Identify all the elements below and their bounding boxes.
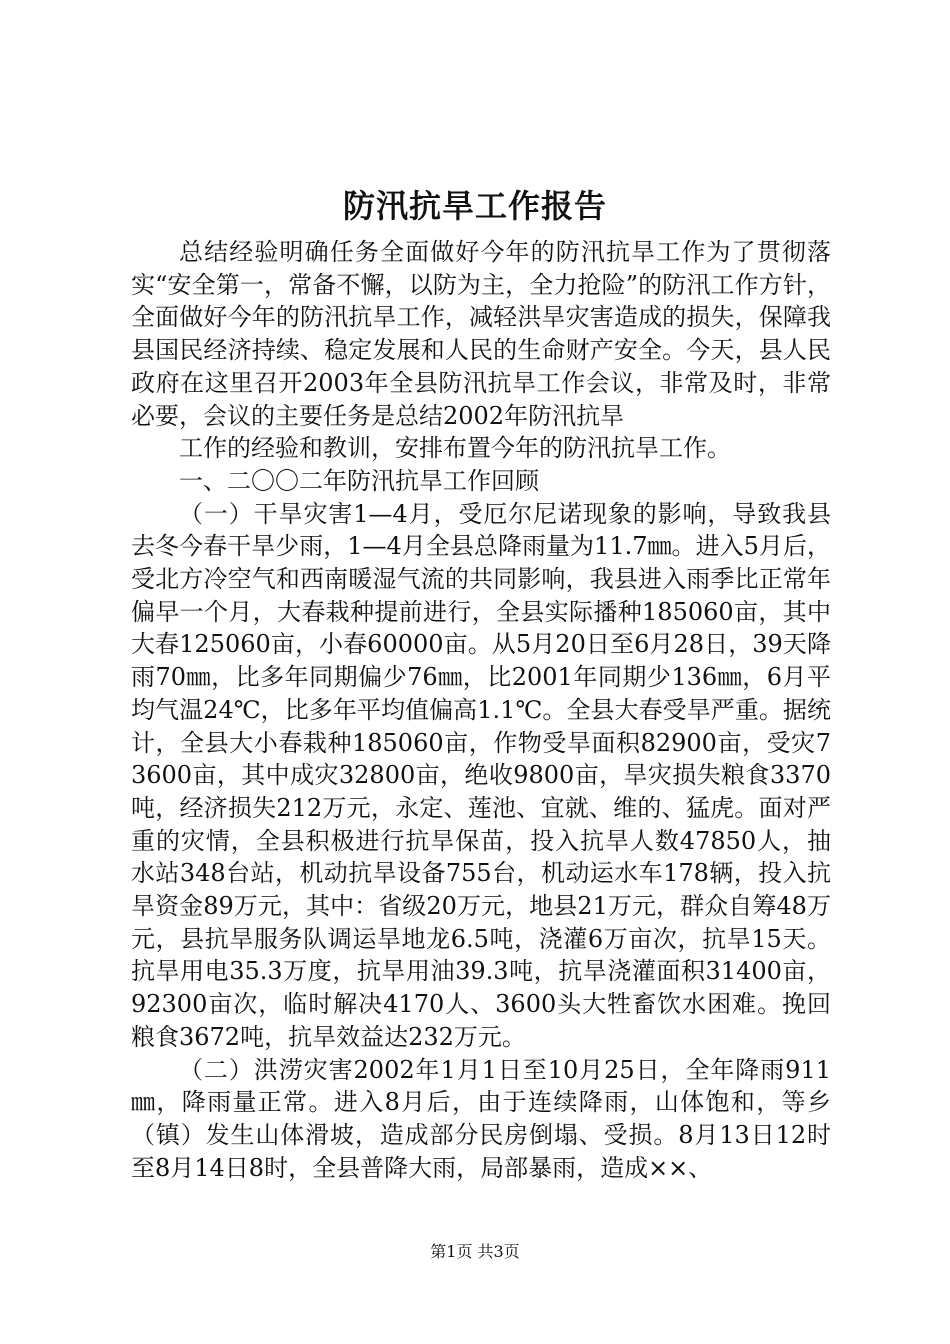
paragraph-flood: （二）洪涝灾害2002年1月1日至10月25日，全年降雨911㎜，降雨量正常。进入8月后，由于连续降雨，山体饱和，等乡（镇）发生山体滑坡，造成部分民房倒塌、受损。8月13日12时至8月14日8时，全县普降大雨，局部暴雨，造成××、 — [131, 1055, 831, 1182]
page-footer: 第1页 共3页 — [430, 1242, 520, 1261]
document-body — [131, 236, 831, 1184]
paragraph-intro: 总结经验明确任务全面做好今年的防汛抗旱工作为了贯彻落实“安全第一，常备不懈，以防为主，全力抢险”的防汛工作方针，全面做好今年的防汛抗旱工作，减轻洪旱灾害造成的损失，保障我县国民经济持续、稳定发展和人民的生命财产安全。今天，县人民政府在这里召开2003年全县防汛抗旱工作会议，非常及时，非常必要，会议的主要任务是总结2002年防汛抗旱 — [131, 238, 831, 430]
paragraph-drought: （一）干旱灾害1—4月，受厄尔尼诺现象的影响，导致我县去冬今春干旱少雨，1—4月全县总降雨量为11.7㎜。进入5月后，受北方冷空气和西南暖湿气流的共同影响，我县进入雨季比正常年偏早一个月，大春栽种提前进行，全县实际播种185060亩，其中大春125060亩，小春60000亩。从5月20日至6月28日，39天降雨70㎜，比多年同期偏少76㎜，比2001年同期少136㎜，6月平均气温24℃，比多年平均值偏高1.1℃。全县大春受旱严重。据统计，全县大小春栽种185060亩，作物受旱面积82900亩，受灾73600亩，其中成灾32800亩，绝收9800亩，旱灾损失粮食3370吨，经济损失212万元，永定、莲池、宜就、维的、猛虎。面对严重的灾情，全县积极进行抗旱保苗，投入抗旱人数47850人，抽水站348台站，机动抗旱设备755台，机动运水车178辆，投入抗旱资金89万元，其中：省级20万元，地县21万元，群众自筹48万元，县抗旱服务队调运旱地龙6.5吨，浇灌6万亩次，抗旱15天。抗旱用电35.3万度，抗旱用油39.3吨，抗旱浇灌面积31400亩，92300亩次，临时解决4170人、3600头大牲畜饮水困难。挽回粮食3672吨，抗旱效益达232万元。 — [131, 499, 831, 1051]
paragraph-continuation: 工作的经验和教训，安排布置今年的防汛抗旱工作。 — [179, 434, 731, 463]
section-heading: 一、二〇〇二年防汛抗旱工作回顾 — [179, 466, 539, 495]
document-title: 防汛抗旱工作报告 — [342, 187, 607, 225]
